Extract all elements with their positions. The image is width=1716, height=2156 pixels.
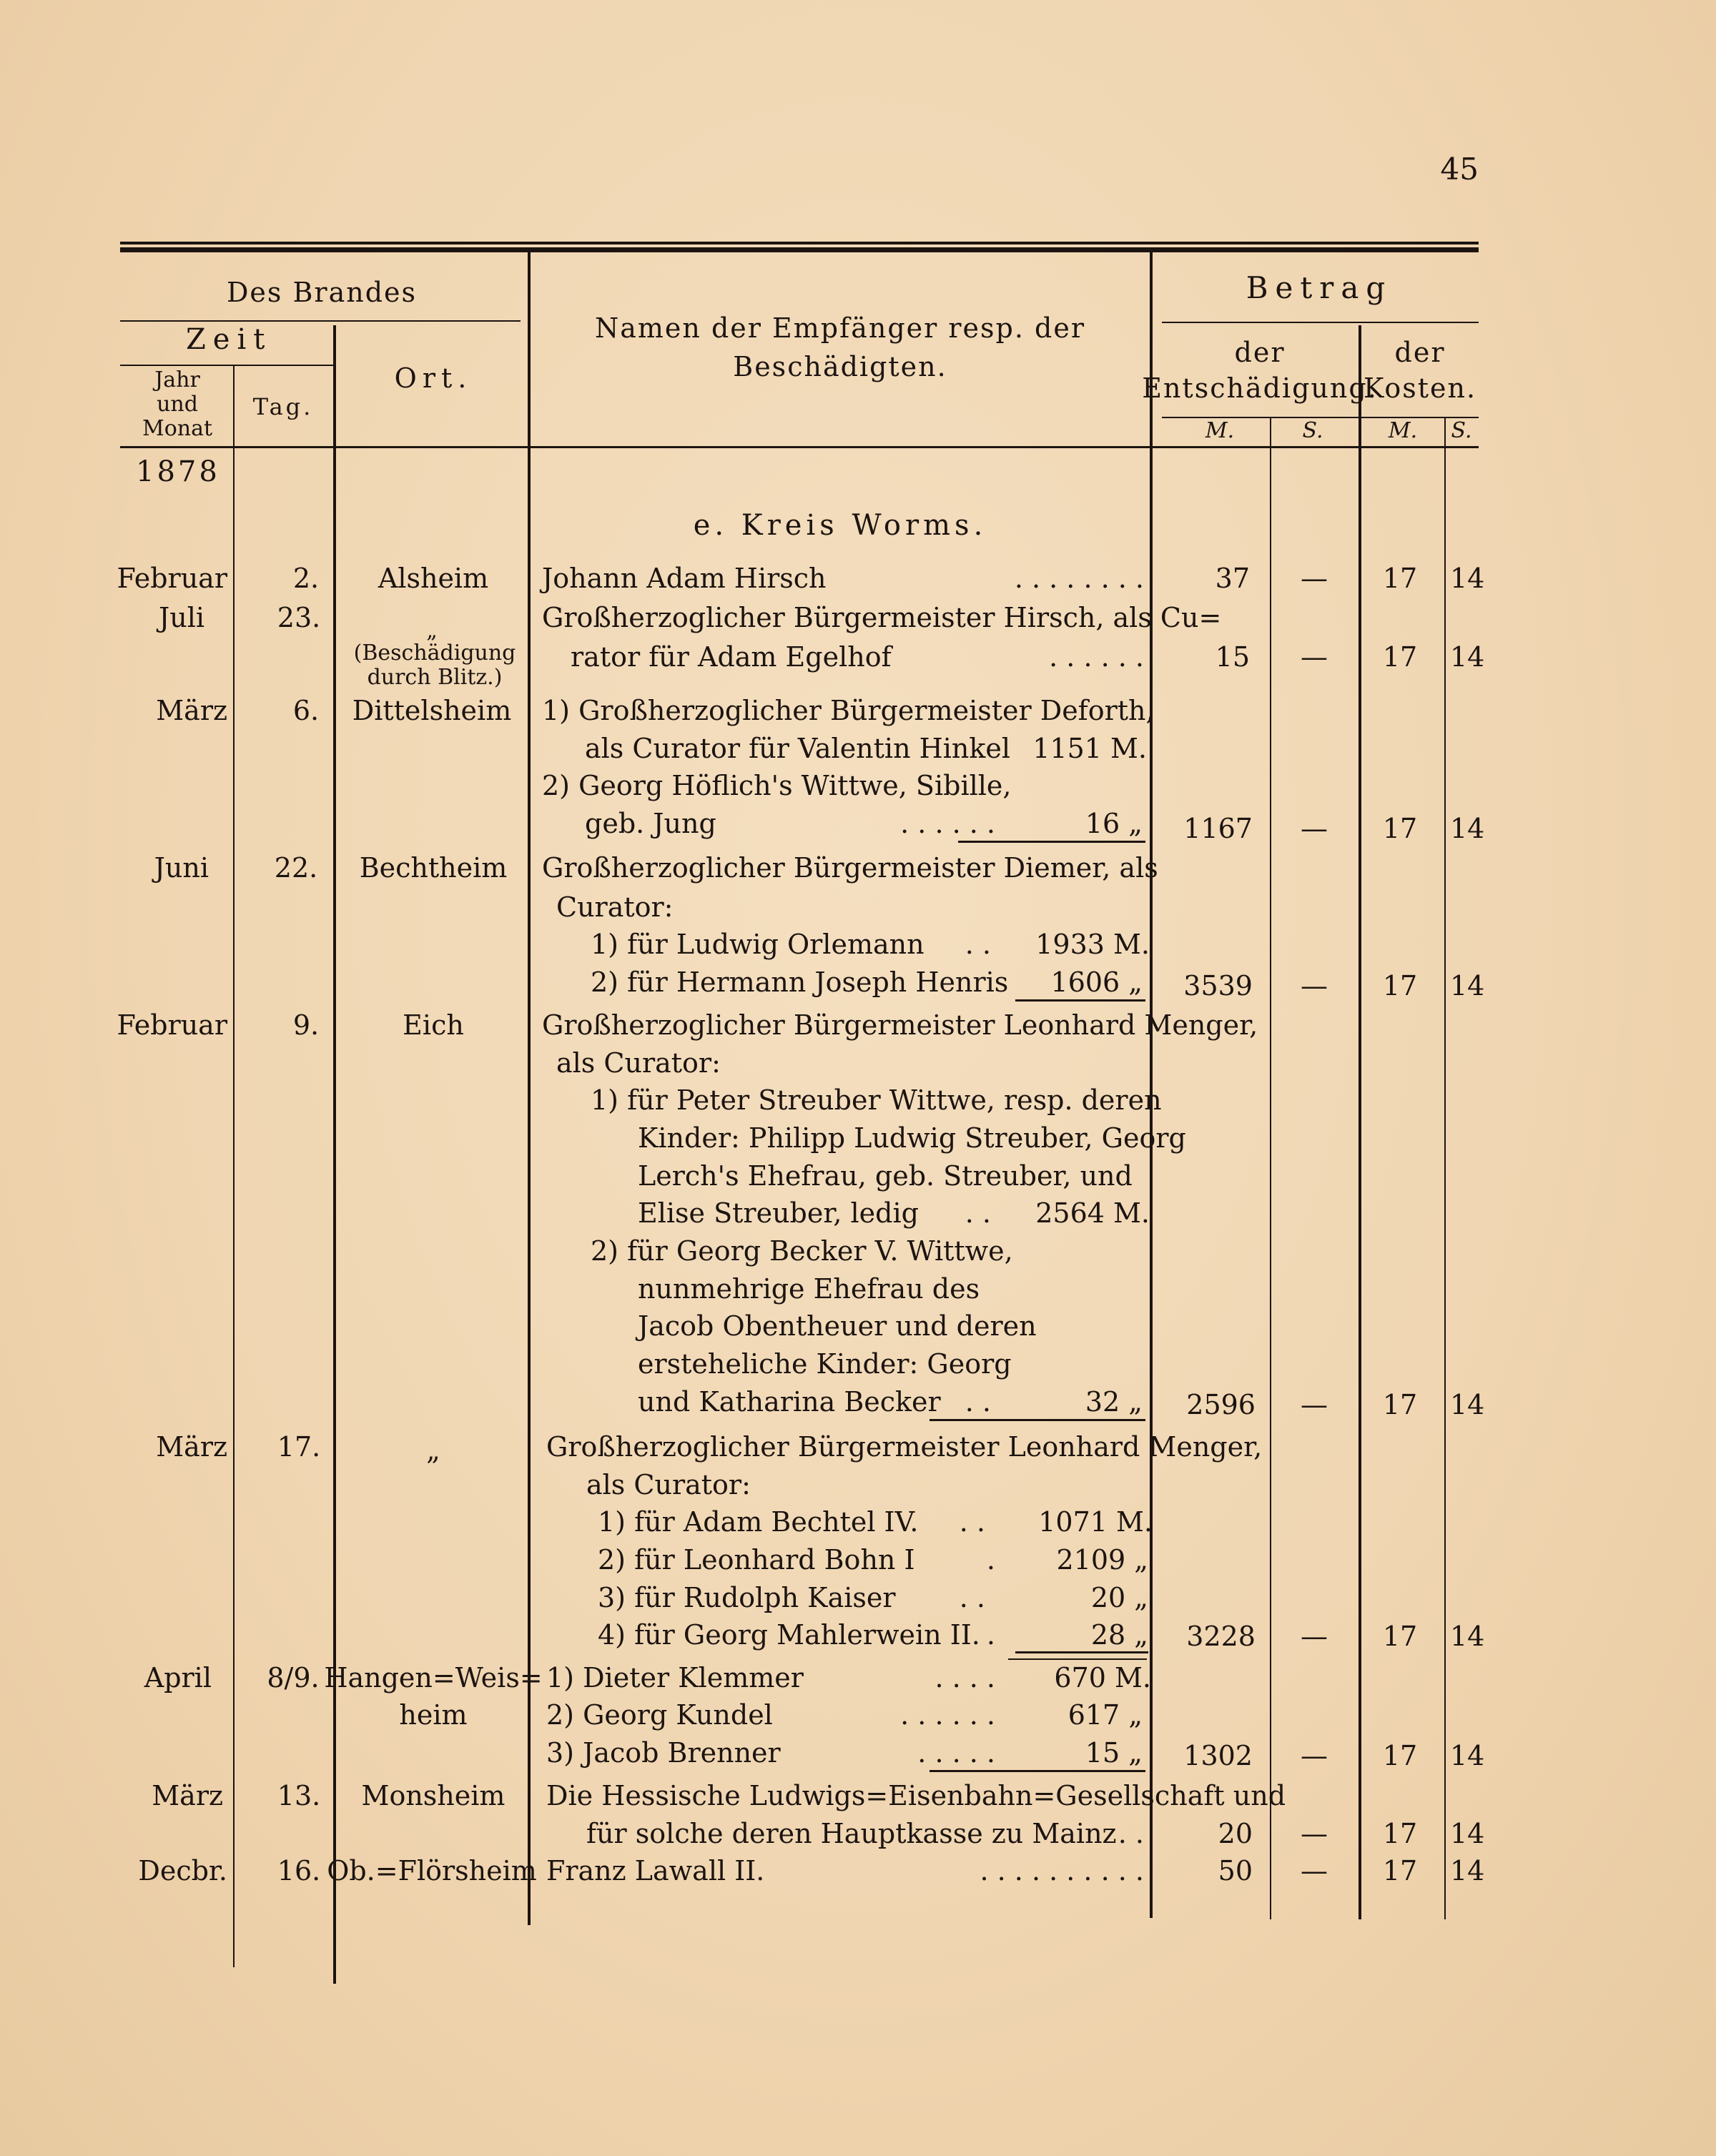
recipient-name: 1) für Adam Bechtel IV. [598,1506,919,1538]
place: Hangen=Weis= [324,1662,543,1693]
kost-mark: 17 [1382,1621,1418,1652]
recipient-name: 2) für Georg Becker V. Wittwe, [591,1235,1013,1267]
recipient-name: und Katharina Becker [638,1386,941,1418]
sub-amount: 1606 „ [1050,966,1143,998]
ent-dash: — [1301,970,1328,1002]
kost-pf: 14 [1450,1740,1485,1771]
day: 2. [292,563,320,594]
recipient-name: 1) Dieter Klemmer [546,1662,804,1693]
kost-pf: 14 [1450,563,1485,594]
header-namen-2: Beschädigten. [733,351,947,382]
leader-dots: . . . . . . . . [1014,563,1144,594]
recipient-name: 2) Georg Höflich's Wittwe, Sibille, [542,770,1012,801]
sum-rule [1008,1658,1147,1660]
unit-mark-kost: M. [1388,418,1418,443]
recipient-name: Jacob Obentheuer und deren [638,1310,1037,1342]
recipient-name: 3) Jacob Brenner [546,1737,781,1769]
rule-under-zeit [120,365,333,366]
header-kost-der: der [1394,337,1446,368]
sub-amount: 15 „ [1085,1737,1143,1769]
day: 22. [274,852,318,884]
header-entschaedigung: Entschädigung. [1142,372,1378,404]
recipient-name: Großherzoglicher Bürgermeister Leonhard Menger, [542,1009,1258,1041]
header-des-brandes: Des Brandes [226,277,418,308]
day: 9. [292,1009,320,1041]
kost-pf: 14 [1450,813,1485,844]
recipient-name: Curator: [556,891,674,923]
leader-dots: . . [1118,1818,1144,1849]
unit-pf-kost: S. [1451,418,1472,443]
recipient-name: als Curator: [586,1469,751,1500]
recipient-name: 1) Großherzoglicher Bürgermeister Deforth, [542,695,1155,726]
ent-mark: 3539 [1183,970,1253,1002]
recipient-name: rator für Adam Egelhof [571,641,892,673]
recipient-name: Lerch's Ehefrau, geb. Streuber, und [638,1160,1133,1192]
leader-dots: . . . . [935,1662,995,1693]
month: Februar [117,1009,227,1041]
kost-pf: 14 [1450,641,1485,673]
month: März [152,1780,223,1811]
recipient-name: Elise Streuber, ledig [638,1197,919,1229]
sub-amount: 670 M. [1054,1662,1151,1693]
section-title: e. Kreis Worms. [693,509,987,542]
ent-dash: — [1301,563,1328,594]
unit-mark-ent: M. [1205,418,1235,443]
day: 6. [292,695,320,726]
sum-rule [930,1770,1145,1772]
recipient-name: 3) für Rudolph Kaiser [598,1582,896,1613]
col-divider-ort-left [333,325,336,1984]
header-monat: Monat [142,416,213,441]
header-betrag: Betrag [1246,270,1393,305]
sub-amount: 16 „ [1085,808,1143,839]
day: 13. [277,1780,321,1811]
header-tag: Tag. [252,393,314,420]
place: Eich [403,1009,464,1041]
recipient-name: 4) für Georg Mahlerwein II. [598,1619,980,1651]
month: März [156,695,227,726]
place: Alsheim [378,563,489,594]
leader-dots: . . [965,929,991,960]
leader-dots: . . . . . . [1049,641,1144,673]
header-zeit: Zeit [186,323,272,356]
recipient-name: Großherzoglicher Bürgermeister Leonhard Menger, [546,1431,1263,1463]
month: April [144,1662,212,1693]
month: März [156,1431,227,1463]
col-divider-ent-pf [1270,418,1271,1919]
place: Ob.=Flörsheim [327,1855,537,1886]
header-bottom-rule [120,446,1479,448]
leader-dots: . [986,1544,995,1576]
ent-dash: — [1301,1855,1328,1886]
leader-dots: . . [959,1582,985,1613]
day: 23. [277,602,321,633]
ent-mark: 1167 [1183,813,1253,844]
leader-dots: . . [965,1197,991,1229]
place-note: (Beschädigung [353,641,516,666]
sub-amount: 28 „ [1090,1619,1148,1651]
page-number: 45 [1440,152,1479,187]
col-divider-kost-pf [1444,418,1446,1919]
kost-mark: 17 [1382,1855,1418,1886]
kost-mark: 17 [1382,563,1418,594]
kost-mark: 17 [1382,813,1418,844]
recipient-name: Großherzoglicher Bürgermeister Hirsch, als Cu= [542,602,1222,633]
leader-dots: . . [959,1506,985,1538]
recipient-name: als Curator für Valentin Hinkel [585,733,1011,764]
sum-rule [958,841,1145,843]
recipient-name: 1) für Ludwig Orlemann [591,929,924,960]
day: 16. [277,1855,321,1886]
ent-dash: — [1301,1818,1328,1849]
leader-dots: . . . . . . [900,1699,995,1731]
recipient-name: ersteheliche Kinder: Georg [638,1348,1012,1380]
recipient-name: 2) für Hermann Joseph Henris [591,966,1009,998]
rule-under-betrag [1162,322,1479,323]
place: Dittelsheim [352,695,512,726]
recipient-name: Großherzoglicher Bürgermeister Diemer, als [542,852,1158,884]
recipient-name: 1) für Peter Streuber Wittwe, resp. deren [591,1084,1162,1116]
recipient-name: 2) Georg Kundel [546,1699,773,1731]
col-divider-tag-left [233,366,235,1967]
sub-amount: 617 „ [1067,1699,1143,1731]
month: Decbr. [138,1855,227,1886]
header-ent-der: der [1234,337,1286,368]
year-label: 1878 [136,455,220,488]
month: Juni [154,852,209,884]
kost-mark: 17 [1382,1389,1418,1420]
day: 17. [277,1431,321,1463]
ent-mark: 15 [1215,641,1250,673]
ent-mark: 20 [1218,1818,1253,1849]
rule-under-des-brandes [120,320,521,322]
ent-mark: 50 [1218,1855,1253,1886]
sub-amount: 20 „ [1090,1582,1148,1613]
leader-dots: . [986,1619,995,1651]
kost-pf: 14 [1450,1621,1485,1652]
recipient-name: Die Hessische Ludwigs=Eisenbahn=Gesellschaft und [546,1780,1286,1811]
recipient-name: Johann Adam Hirsch [542,563,827,594]
kost-pf: 14 [1450,1855,1485,1886]
sum-rule [1015,1651,1148,1653]
ent-dash: — [1301,1740,1328,1771]
sub-amount: 2109 „ [1056,1544,1148,1576]
kost-mark: 17 [1382,970,1418,1002]
ent-dash: — [1301,641,1328,673]
sub-amount: 1071 M. [1038,1506,1153,1538]
sub-amount: 2564 M. [1035,1197,1150,1229]
leader-dots: . . . . . . . . . . [980,1855,1144,1886]
recipient-name: für solche deren Hauptkasse zu Mainz [586,1818,1117,1849]
ent-mark: 37 [1215,563,1250,594]
col-divider-kosten-left [1358,325,1361,1919]
top-rule-thick [120,247,1479,252]
sub-amount: 1151 M. [1032,733,1147,764]
kost-mark: 17 [1382,641,1418,673]
ent-dash: — [1301,813,1328,844]
kost-mark: 17 [1382,1818,1418,1849]
kost-mark: 17 [1382,1740,1418,1771]
header-ort: Ort. [394,362,473,394]
header-namen-1: Namen der Empfänger resp. der [594,312,1086,344]
place: Monsheim [361,1780,506,1811]
month: Februar [117,563,227,594]
recipient-name: Kinder: Philipp Ludwig Streuber, Georg [638,1122,1186,1154]
recipient-name: 2) für Leonhard Bohn I [598,1544,915,1576]
place-note: durch Blitz.) [367,665,503,690]
top-rule [120,242,1479,244]
ent-mark: 1302 [1183,1740,1253,1771]
sum-rule [930,1419,1145,1421]
place: Bechtheim [359,852,508,884]
leader-dots: . . [965,1386,991,1418]
header-und: und [157,392,198,417]
ent-mark: 3228 [1186,1621,1256,1652]
place: „ [426,618,438,643]
place: „ [426,1435,440,1466]
recipient-name: Franz Lawall II. [546,1855,765,1886]
unit-pf-ent: S. [1302,418,1323,443]
kost-pf: 14 [1450,1389,1485,1420]
sum-rule [1015,999,1145,1002]
kost-pf: 14 [1450,970,1485,1002]
ent-mark: 2596 [1186,1389,1256,1420]
place: heim [399,1699,468,1731]
ent-dash: — [1301,1621,1328,1652]
leader-dots: . . . . . . [900,808,995,839]
header-jahr: Jahr [154,367,200,392]
sub-amount: 1933 M. [1035,929,1150,960]
header-kosten: Kosten. [1363,372,1477,404]
recipient-name: als Curator: [556,1047,721,1079]
sub-amount: 32 „ [1085,1386,1143,1418]
day: 8/9. [267,1662,320,1693]
ent-dash: — [1301,1389,1328,1420]
recipient-name: geb. Jung [585,808,716,839]
kost-pf: 14 [1450,1818,1485,1849]
recipient-name: nunmehrige Ehefrau des [638,1273,980,1305]
leader-dots: . . . . . [917,1737,995,1769]
month: Juli [158,602,204,633]
